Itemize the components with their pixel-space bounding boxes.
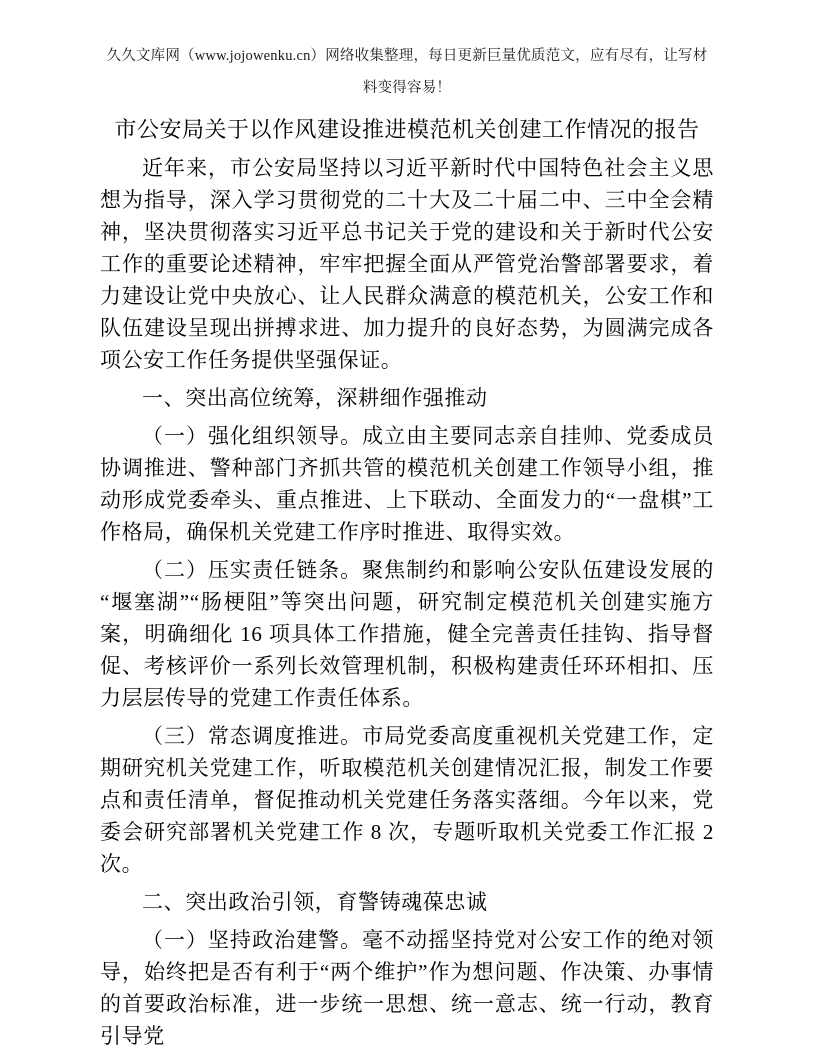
paragraph-1-2: （二）压实责任链条。聚焦制约和影响公安队伍建设发展的“堰塞湖”“肠梗阻”等突出问题，研究制定模范机关创建实施方案，明确细化 16 项具体工作措施，健全完善责任挂钩、指导督促、考核评价一系列长效管理机制，积极构建责任环环相扣、压力层层传导的党建工作责任体系。 <box>100 558 714 710</box>
watermark-notice: 久久文库网（www.jojowenku.cn）网络收集整理，每日更新巨量优质范文，应有尽有，让写材料变得容易！ <box>106 48 708 96</box>
intro-paragraph: 近年来，市公安局坚持以习近平新时代中国特色社会主义思想为指导，深入学习贯彻党的二十大及二十届二中、三中全会精神，坚决贯彻落实习近平总书记关于党的建设和关于新时代公安工作的重要论述精神，牢牢把握全面从严管党治警部署要求，着力建设让党中央放心、让人民群众满意的模范机关，公安工作和队伍建设呈现出拼搏求进、加力提升的良好态势，为圆满完成各项公安工作任务提供坚强保证。 <box>100 156 714 372</box>
document-title: 市公安局关于以作风建设推进模范机关创建工作情况的报告 <box>114 117 700 142</box>
section-heading-2: 二、突出政治引领，育警铸魂葆忠诚 <box>142 890 488 914</box>
paragraph-1-1: （一）强化组织领导。成立由主要同志亲自挂帅、党委成员协调推进、警种部门齐抓共管的模范机关创建工作领导小组，推动形成党委牵头、重点推进、上下联动、全面发力的“一盘棋”工作格局，确保机关党建工作序时推进、取得实效。 <box>100 424 714 544</box>
paragraph-2-1: （一）坚持政治建警。毫不动摇坚持党对公安工作的绝对领导，始终把是否有利于“两个维护”作为想问题、作决策、办事情的首要政治标准，进一步统一思想、统一意志、统一行动，教育引导党 <box>100 928 714 1048</box>
section-heading-1: 一、突出高位统筹，深耕细作强推动 <box>142 386 488 410</box>
paragraph-1-3: （三）常态调度推进。市局党委高度重视机关党建工作，定期研究机关党建工作，听取模范机关创建情况汇报，制发工作要点和责任清单，督促推动机关党建任务落实落细。今年以来，党委会研究部署机关党建工作 8 次，专题听取机关党委工作汇报 2 次。 <box>100 724 714 876</box>
